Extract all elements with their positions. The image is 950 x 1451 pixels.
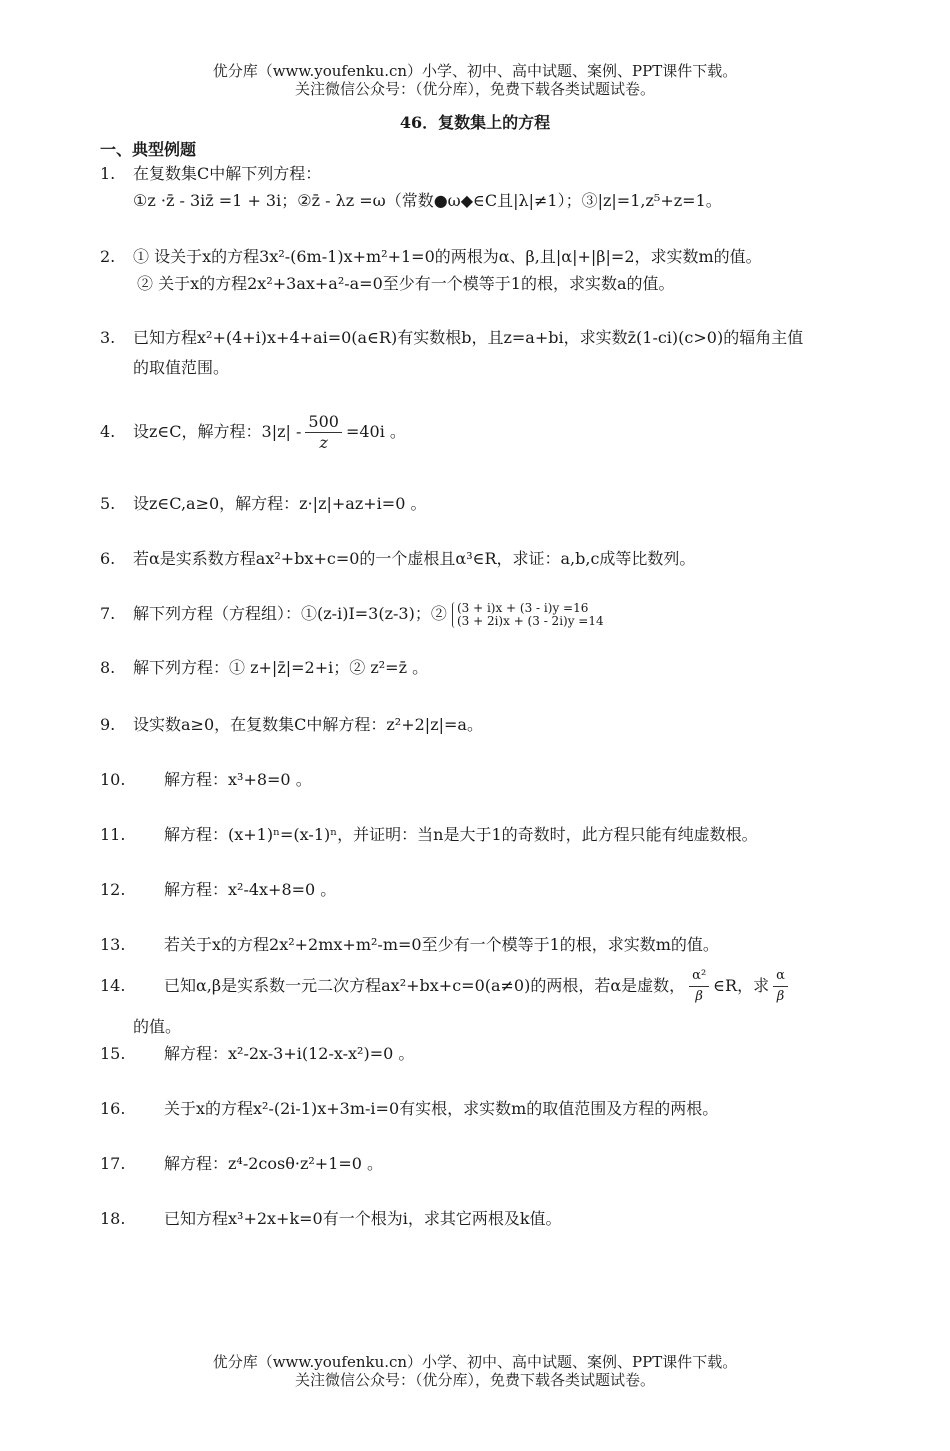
question-number: 1. [100, 164, 116, 183]
question-number: 17. [100, 1154, 126, 1173]
question-12 [100, 876, 860, 904]
question-number: 13. [100, 935, 126, 954]
question-15 [100, 1040, 860, 1068]
question-4 [100, 412, 860, 453]
question-2 [100, 243, 860, 271]
question-text: 设实数a≥0，在复数集C中解方程：z²+2|z|=a。 [133, 715, 483, 734]
fraction-alpha-over-beta [773, 966, 788, 1007]
fraction-numerator: α² [689, 966, 709, 987]
question-text: 解方程：x²-4x+8=0 。 [164, 880, 337, 899]
fraction-numerator: α [773, 966, 788, 987]
equation-system [452, 602, 604, 628]
question-number: 5. [100, 494, 116, 513]
question-1-subitems: ①z ·z̄ - 3iz̄ =1 + 3i；②z̄ - λz =ω（常数●ω◆∈C且|λ|≠1）；③|z|=1,z⁵+z=1。 [133, 191, 722, 210]
question-number: 18. [100, 1209, 126, 1228]
footer-line-1: 优分库（www.youfenku.cn）小学、初中、高中试题、案例、PPT课件下载。 [212, 1353, 738, 1371]
question-3 [100, 324, 860, 352]
page-header [0, 62, 950, 98]
equation-2: (3 + 2i)x + (3 - 2i)y =14 [456, 613, 604, 628]
question-number: 9. [100, 715, 116, 734]
question-7 [100, 600, 860, 628]
question-16 [100, 1095, 860, 1123]
question-2-subitem: ② 关于x的方程2x²+3ax+a²-a=0至少有一个模等于1的根，求实数a的值。 [137, 274, 675, 293]
question-text: 解方程：z⁴-2cosθ·z²+1=0 。 [164, 1154, 384, 1173]
page-footer [0, 1353, 950, 1389]
question-text: 设z∈C,a≥0，解方程：z·|z|+az+i=0 。 [133, 494, 427, 513]
question-number: 16. [100, 1099, 126, 1118]
header-line-2: 关注微信公众号：（优分库），免费下载各类试题试卷。 [294, 80, 655, 98]
question-text: 已知方程x³+2x+k=0有一个根为i，求其它两根及k值。 [164, 1209, 562, 1228]
question-1 [100, 160, 860, 188]
question-number: 11. [100, 825, 126, 844]
question-10 [100, 766, 860, 794]
question-number: 14. [100, 976, 126, 995]
question-text: 若α是实系数方程ax²+bx+c=0的一个虚根且α³∈R，求证：a,b,c成等比数列。 [133, 549, 696, 568]
question-text: 已知α,β是实系数一元二次方程ax²+bx+c=0(a≠0)的两根，若α是虚数， [164, 976, 686, 995]
header-line-1: 优分库（www.youfenku.cn）小学、初中、高中试题、案例、PPT课件下载。 [212, 62, 738, 80]
question-14-continuation: 的值。 [133, 1017, 182, 1036]
question-text: 解方程：(x+1)ⁿ=(x-1)ⁿ，并证明：当n是大于1的奇数时，此方程只能有纯虚数根。 [164, 825, 758, 844]
question-18 [100, 1205, 860, 1233]
section-heading: 一、典型例题 [100, 140, 197, 159]
question-text: 若关于x的方程2x²+2mx+m²-m=0至少有一个模等于1的根，求实数m的值。 [164, 935, 719, 954]
question-13 [100, 931, 860, 959]
page-title: 46．复数集上的方程 [399, 113, 551, 132]
question-8 [100, 654, 860, 682]
question-text: 关于x的方程x²-(2i-1)x+3m-i=0有实根，求实数m的取值范围及方程的两根。 [164, 1099, 719, 1118]
question-number: 3. [100, 328, 116, 347]
fraction-denominator: β [695, 989, 703, 1004]
question-5 [100, 490, 860, 518]
question-text: 设z∈C，解方程：3|z| - [133, 422, 302, 441]
question-text: ① 设关于x的方程3x²-(6m-1)x+m²+1=0的两根为α、β,且|α|+|β|=2，求实数m的值。 [133, 247, 762, 266]
question-number: 4. [100, 422, 116, 441]
fraction [305, 412, 342, 453]
question-number: 15. [100, 1044, 126, 1063]
fraction-numerator: 500 [305, 412, 342, 433]
fraction-denominator: z [319, 433, 328, 452]
question-number: 10. [100, 770, 126, 789]
fraction-alpha-sq-over-beta [689, 966, 709, 1007]
question-text-end: =40i 。 [345, 422, 406, 441]
question-number: 6. [100, 549, 116, 568]
question-text: 解下列方程：① z+|z̄|=2+i；② z²=z̄ 。 [133, 658, 429, 677]
question-number: 2. [100, 247, 116, 266]
fraction-denominator: β [776, 989, 785, 1004]
question-11 [100, 821, 860, 849]
question-3-continuation: 的取值范围。 [133, 358, 230, 377]
question-14 [100, 966, 860, 1007]
question-text: 已知方程x²+(4+i)x+4+ai=0(a∈R)有实数根b，且z=a+bi，求实数z̄(1-ci)(c>0)的辐角主值 [133, 328, 804, 347]
question-text: 解方程：x³+8=0 。 [164, 770, 312, 789]
question-6 [100, 545, 860, 573]
equation-1: (3 + i)x + (3 - i)y =16 [456, 600, 589, 615]
question-text: 解方程：x²-2x-3+i(12-x-x²)=0 。 [164, 1044, 415, 1063]
question-text: 解下列方程（方程组）：①(z-i)I=3(z-3)；② [133, 604, 447, 623]
question-text: 在复数集C中解下列方程： [133, 164, 322, 183]
question-9 [100, 711, 860, 739]
question-number: 7. [100, 604, 116, 623]
question-number: 12. [100, 880, 126, 899]
question-number: 8. [100, 658, 116, 677]
question-text-mid: ∈R，求 [713, 976, 770, 995]
question-17 [100, 1150, 860, 1178]
footer-line-2: 关注微信公众号：（优分库），免费下载各类试题试卷。 [294, 1371, 655, 1389]
